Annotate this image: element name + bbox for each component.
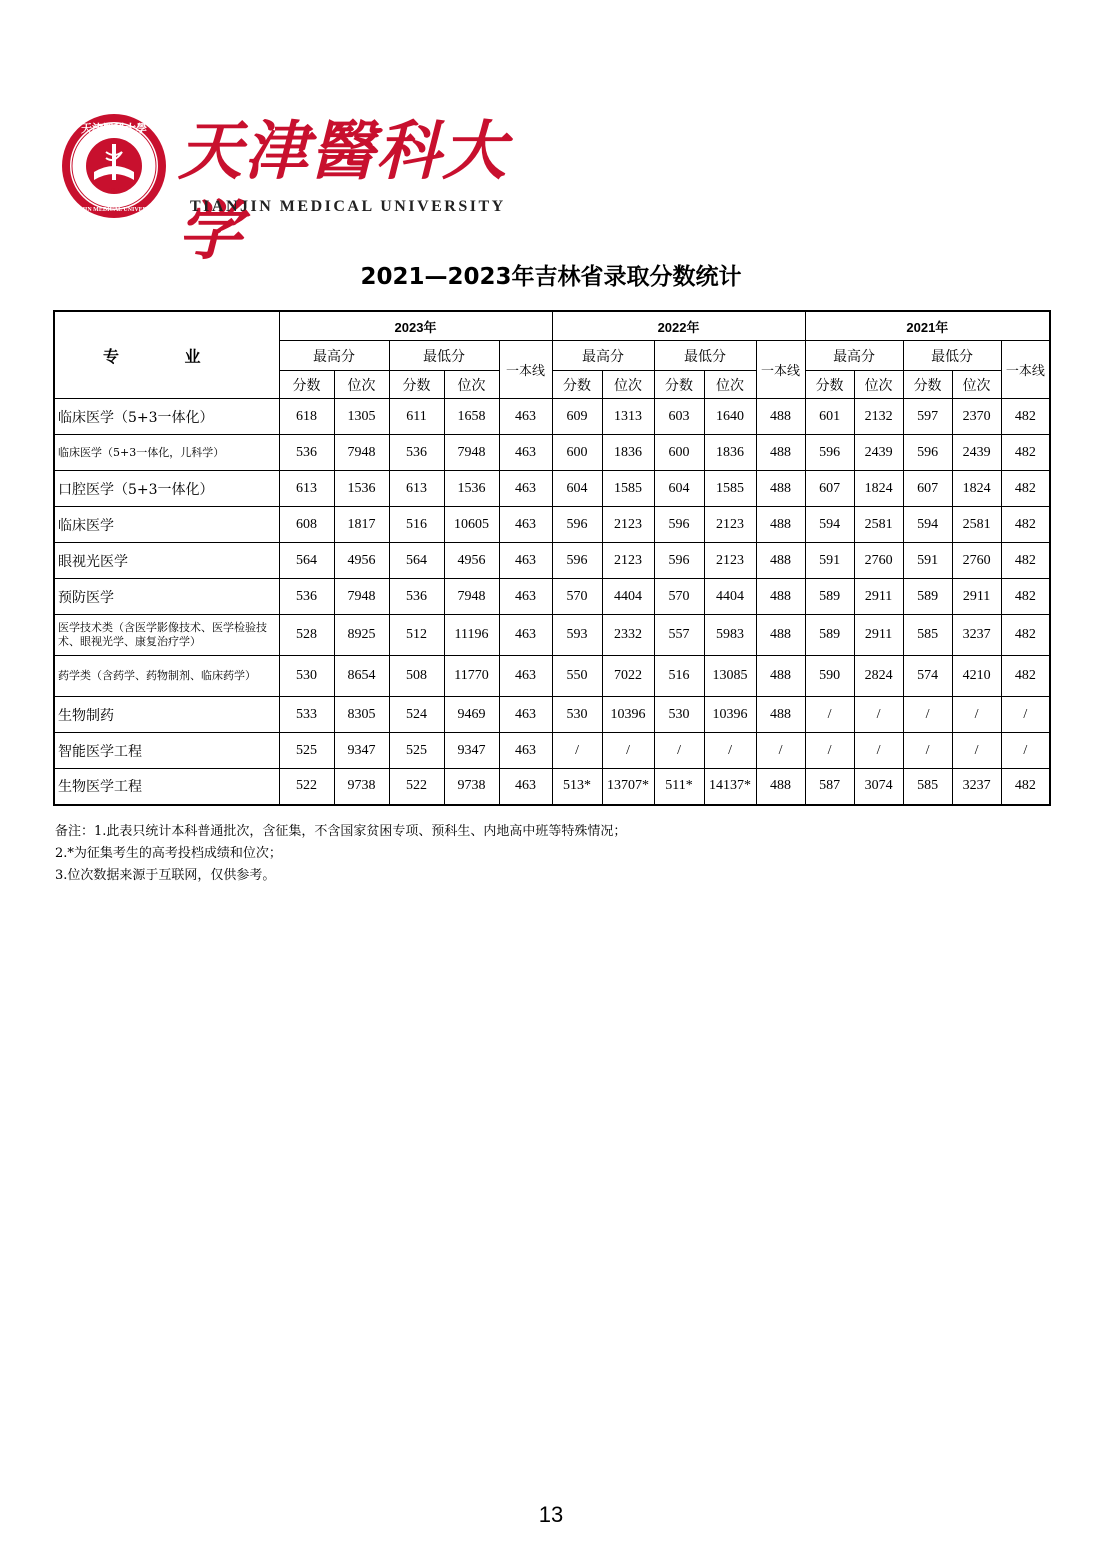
- value-cell: 508: [389, 656, 444, 697]
- value-cell: 524: [389, 697, 444, 733]
- value-cell: 488: [756, 579, 805, 615]
- value-cell: 10605: [444, 507, 499, 543]
- value-cell: 482: [1001, 507, 1050, 543]
- table-row: [54, 697, 1050, 733]
- value-cell: 601: [805, 399, 854, 435]
- major-name-cell: 医学技术类（含医学影像技术、医学检验技术、眼视光学、康复治疗学）: [54, 615, 279, 656]
- value-cell: 1585: [602, 471, 654, 507]
- major-name-cell: 生物医学工程: [54, 769, 279, 805]
- value-cell: 5983: [704, 615, 756, 656]
- value-cell: 4956: [444, 543, 499, 579]
- value-cell: 600: [552, 435, 602, 471]
- baseline-header: 一本线: [499, 341, 552, 399]
- year-header-2021: 2021年: [805, 311, 1050, 341]
- value-cell: /: [805, 733, 854, 769]
- value-cell: 488: [756, 507, 805, 543]
- value-cell: 463: [499, 697, 552, 733]
- value-cell: /: [952, 697, 1001, 733]
- value-cell: 536: [279, 579, 334, 615]
- value-cell: 482: [1001, 543, 1050, 579]
- svg-text:1951: 1951: [108, 188, 120, 194]
- university-header: [60, 112, 560, 269]
- value-cell: 9738: [444, 769, 499, 805]
- page-number: 13: [538, 1502, 564, 1527]
- value-cell: 590: [805, 656, 854, 697]
- value-cell: 530: [279, 656, 334, 697]
- value-cell: 611: [389, 399, 444, 435]
- table-body: [54, 399, 1050, 805]
- value-cell: 574: [903, 656, 952, 697]
- value-cell: 1536: [334, 471, 389, 507]
- rank-header: 位次: [854, 371, 903, 399]
- value-cell: 530: [552, 697, 602, 733]
- value-cell: 2911: [854, 615, 903, 656]
- lowest-score-header: 最低分: [389, 341, 499, 371]
- value-cell: 1305: [334, 399, 389, 435]
- value-cell: 7948: [334, 435, 389, 471]
- value-cell: 1836: [602, 435, 654, 471]
- value-cell: 488: [756, 769, 805, 805]
- major-name-cell: 眼视光医学: [54, 543, 279, 579]
- value-cell: 596: [805, 435, 854, 471]
- value-cell: 4210: [952, 656, 1001, 697]
- value-cell: 2123: [704, 543, 756, 579]
- score-header: 分数: [903, 371, 952, 399]
- footnote: 2.*为征集考生的高考投档成绩和位次；: [55, 846, 282, 861]
- value-cell: 10396: [704, 697, 756, 733]
- value-cell: /: [756, 733, 805, 769]
- value-cell: 11770: [444, 656, 499, 697]
- value-cell: 564: [389, 543, 444, 579]
- value-cell: 597: [903, 399, 952, 435]
- value-cell: 516: [389, 507, 444, 543]
- value-cell: 4956: [334, 543, 389, 579]
- value-cell: 2132: [854, 399, 903, 435]
- value-cell: 488: [756, 697, 805, 733]
- table-row: [54, 507, 1050, 543]
- value-cell: /: [654, 733, 704, 769]
- score-header: 分数: [805, 371, 854, 399]
- value-cell: 3074: [854, 769, 903, 805]
- value-cell: 596: [552, 543, 602, 579]
- value-cell: 589: [903, 579, 952, 615]
- value-cell: 9738: [334, 769, 389, 805]
- university-name-chinese: 天津醫科大学: [178, 114, 508, 269]
- value-cell: 482: [1001, 769, 1050, 805]
- admission-score-table: [53, 310, 1051, 806]
- value-cell: /: [1001, 733, 1050, 769]
- value-cell: 600: [654, 435, 704, 471]
- major-name-cell: 口腔医学（5+3一体化）: [54, 471, 279, 507]
- highest-score-header: 最高分: [805, 341, 903, 371]
- value-cell: 591: [903, 543, 952, 579]
- value-cell: 596: [552, 507, 602, 543]
- value-cell: 536: [279, 435, 334, 471]
- value-cell: /: [1001, 697, 1050, 733]
- value-cell: 11196: [444, 615, 499, 656]
- value-cell: 1824: [854, 471, 903, 507]
- value-cell: 488: [756, 471, 805, 507]
- table-row: [54, 399, 1050, 435]
- year-header-2022: 2022年: [552, 311, 805, 341]
- value-cell: 603: [654, 399, 704, 435]
- value-cell: 1824: [952, 471, 1001, 507]
- value-cell: 607: [805, 471, 854, 507]
- score-header: 分数: [389, 371, 444, 399]
- score-header: 分数: [279, 371, 334, 399]
- value-cell: /: [552, 733, 602, 769]
- value-cell: 596: [903, 435, 952, 471]
- value-cell: 589: [805, 579, 854, 615]
- value-cell: 525: [389, 733, 444, 769]
- table-row: [54, 615, 1050, 656]
- university-seal-logo: [60, 112, 168, 220]
- value-cell: 7948: [444, 579, 499, 615]
- value-cell: 594: [805, 507, 854, 543]
- value-cell: 587: [805, 769, 854, 805]
- value-cell: 1313: [602, 399, 654, 435]
- value-cell: 550: [552, 656, 602, 697]
- baseline-header: 一本线: [756, 341, 805, 399]
- baseline-header: 一本线: [1001, 341, 1050, 399]
- value-cell: 604: [552, 471, 602, 507]
- value-cell: /: [903, 733, 952, 769]
- footnote: 3.位次数据来源于互联网，仅供参考。: [55, 868, 276, 883]
- value-cell: 463: [499, 471, 552, 507]
- value-cell: /: [952, 733, 1001, 769]
- value-cell: 591: [805, 543, 854, 579]
- value-cell: 585: [903, 769, 952, 805]
- value-cell: 4404: [704, 579, 756, 615]
- value-cell: 536: [389, 435, 444, 471]
- value-cell: 7022: [602, 656, 654, 697]
- footnotes: [55, 821, 626, 887]
- major-name-cell: 智能医学工程: [54, 733, 279, 769]
- value-cell: /: [805, 697, 854, 733]
- value-cell: 2123: [602, 543, 654, 579]
- value-cell: 2581: [854, 507, 903, 543]
- highest-score-header: 最高分: [552, 341, 654, 371]
- major-name-cell: 临床医学（5+3一体化，儿科学）: [54, 435, 279, 471]
- value-cell: 9469: [444, 697, 499, 733]
- value-cell: 3237: [952, 769, 1001, 805]
- value-cell: 618: [279, 399, 334, 435]
- value-cell: 8654: [334, 656, 389, 697]
- rank-header: 位次: [444, 371, 499, 399]
- value-cell: 463: [499, 656, 552, 697]
- rank-header: 位次: [704, 371, 756, 399]
- value-cell: 482: [1001, 656, 1050, 697]
- value-cell: 522: [389, 769, 444, 805]
- value-cell: 585: [903, 615, 952, 656]
- table-row: [54, 543, 1050, 579]
- major-name-cell: 临床医学（5+3一体化）: [54, 399, 279, 435]
- year-header-2023: 2023年: [279, 311, 552, 341]
- university-name-english: TIANJIN MEDICAL UNIVERSITY: [190, 198, 506, 215]
- lowest-score-header: 最低分: [654, 341, 756, 371]
- value-cell: 9347: [444, 733, 499, 769]
- svg-text:TIANJIN MEDICAL UNIVERSITY: TIANJIN MEDICAL UNIVERSITY: [66, 207, 162, 213]
- value-cell: 516: [654, 656, 704, 697]
- value-cell: 570: [654, 579, 704, 615]
- value-cell: 2332: [602, 615, 654, 656]
- value-cell: 10396: [602, 697, 654, 733]
- value-cell: 488: [756, 435, 805, 471]
- value-cell: 2760: [952, 543, 1001, 579]
- table-row: [54, 471, 1050, 507]
- score-header: 分数: [654, 371, 704, 399]
- major-name-cell: 预防医学: [54, 579, 279, 615]
- value-cell: 525: [279, 733, 334, 769]
- value-cell: 463: [499, 615, 552, 656]
- value-cell: 463: [499, 543, 552, 579]
- value-cell: 533: [279, 697, 334, 733]
- table-row: [54, 656, 1050, 697]
- table-row: [54, 435, 1050, 471]
- table-row: [54, 733, 1050, 769]
- major-name-cell: 药学类（含药学、药物制剂、临床药学）: [54, 656, 279, 697]
- value-cell: 8925: [334, 615, 389, 656]
- value-cell: 2439: [952, 435, 1001, 471]
- value-cell: 2911: [854, 579, 903, 615]
- value-cell: 463: [499, 435, 552, 471]
- value-cell: 528: [279, 615, 334, 656]
- value-cell: 596: [654, 507, 704, 543]
- value-cell: 1836: [704, 435, 756, 471]
- value-cell: 604: [654, 471, 704, 507]
- value-cell: 608: [279, 507, 334, 543]
- value-cell: 607: [903, 471, 952, 507]
- value-cell: 482: [1001, 615, 1050, 656]
- value-cell: 14137*: [704, 769, 756, 805]
- value-cell: 7948: [334, 579, 389, 615]
- value-cell: 482: [1001, 471, 1050, 507]
- value-cell: 613: [389, 471, 444, 507]
- value-cell: 482: [1001, 399, 1050, 435]
- value-cell: 4404: [602, 579, 654, 615]
- value-cell: 2911: [952, 579, 1001, 615]
- value-cell: 589: [805, 615, 854, 656]
- value-cell: 463: [499, 733, 552, 769]
- value-cell: /: [854, 733, 903, 769]
- value-cell: 2123: [704, 507, 756, 543]
- value-cell: 1536: [444, 471, 499, 507]
- value-cell: 570: [552, 579, 602, 615]
- value-cell: 3237: [952, 615, 1001, 656]
- value-cell: 7948: [444, 435, 499, 471]
- value-cell: 1585: [704, 471, 756, 507]
- value-cell: 2581: [952, 507, 1001, 543]
- value-cell: 530: [654, 697, 704, 733]
- value-cell: 488: [756, 615, 805, 656]
- table-row: [54, 769, 1050, 805]
- rank-header: 位次: [602, 371, 654, 399]
- value-cell: 2824: [854, 656, 903, 697]
- value-cell: 482: [1001, 435, 1050, 471]
- footnote: 备注：1.此表只统计本科普通批次，含征集，不含国家贫困专项、预科生、内地高中班等特殊情况；: [55, 824, 627, 839]
- highest-score-header: 最高分: [279, 341, 389, 371]
- value-cell: 2123: [602, 507, 654, 543]
- value-cell: 513*: [552, 769, 602, 805]
- value-cell: /: [602, 733, 654, 769]
- value-cell: 13707*: [602, 769, 654, 805]
- value-cell: 463: [499, 769, 552, 805]
- rank-header: 位次: [952, 371, 1001, 399]
- value-cell: /: [704, 733, 756, 769]
- value-cell: 1640: [704, 399, 756, 435]
- lowest-score-header: 最低分: [903, 341, 1001, 371]
- value-cell: /: [854, 697, 903, 733]
- value-cell: 593: [552, 615, 602, 656]
- value-cell: 2370: [952, 399, 1001, 435]
- score-header: 分数: [552, 371, 602, 399]
- major-name-cell: 临床医学: [54, 507, 279, 543]
- rank-header: 位次: [334, 371, 389, 399]
- value-cell: 463: [499, 399, 552, 435]
- value-cell: 609: [552, 399, 602, 435]
- value-cell: 512: [389, 615, 444, 656]
- page-title: 2021—2023年吉林省录取分数统计: [360, 264, 742, 290]
- value-cell: 511*: [654, 769, 704, 805]
- value-cell: 536: [389, 579, 444, 615]
- svg-text:天津醫科大學: 天津醫科大學: [81, 122, 147, 135]
- value-cell: 613: [279, 471, 334, 507]
- value-cell: 594: [903, 507, 952, 543]
- value-cell: 13085: [704, 656, 756, 697]
- value-cell: 8305: [334, 697, 389, 733]
- value-cell: 522: [279, 769, 334, 805]
- value-cell: 463: [499, 579, 552, 615]
- value-cell: 488: [756, 399, 805, 435]
- major-column-header: 专 业: [54, 311, 279, 399]
- value-cell: 2760: [854, 543, 903, 579]
- value-cell: 557: [654, 615, 704, 656]
- table-row: [54, 579, 1050, 615]
- value-cell: 1817: [334, 507, 389, 543]
- value-cell: 463: [499, 507, 552, 543]
- major-name-cell: 生物制药: [54, 697, 279, 733]
- value-cell: /: [903, 697, 952, 733]
- value-cell: 488: [756, 656, 805, 697]
- value-cell: 1658: [444, 399, 499, 435]
- value-cell: 2439: [854, 435, 903, 471]
- value-cell: 9347: [334, 733, 389, 769]
- value-cell: 564: [279, 543, 334, 579]
- value-cell: 596: [654, 543, 704, 579]
- value-cell: 488: [756, 543, 805, 579]
- value-cell: 482: [1001, 579, 1050, 615]
